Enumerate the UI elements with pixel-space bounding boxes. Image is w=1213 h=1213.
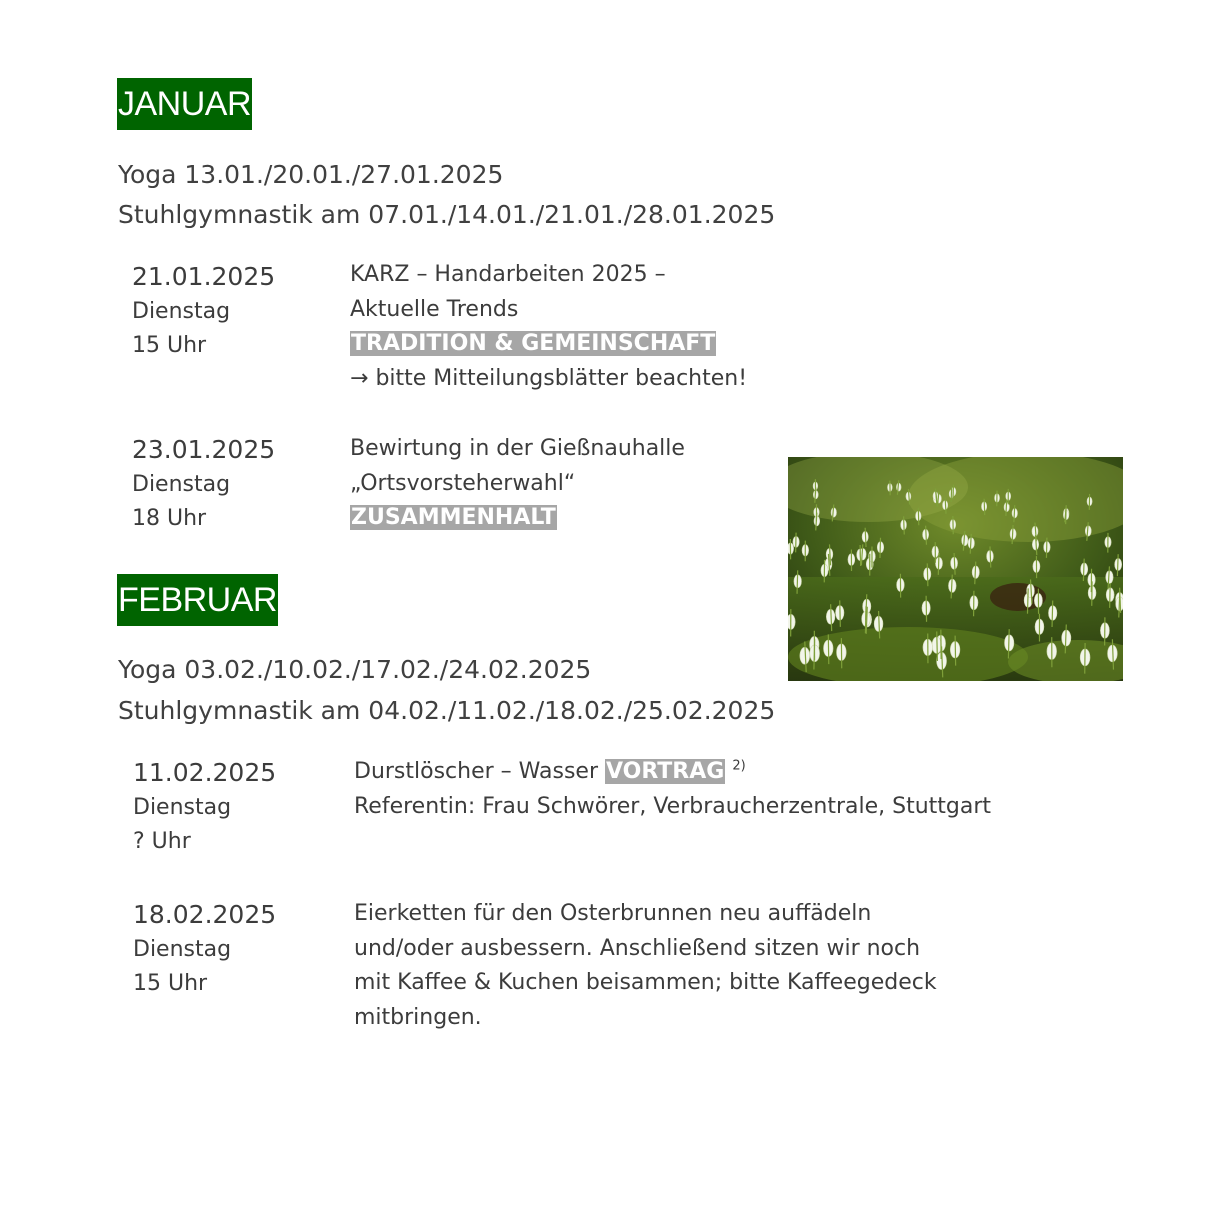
event-weekday: Dienstag [133,937,232,962]
event-time: 18 Uhr [132,506,207,531]
event-description [350,432,685,536]
event-text-line: und/oder ausbessern. Anschließend sitzen wir noch [354,935,921,961]
event-date: 21.01.2025 [132,262,276,291]
stuhlgymnastik-dates-february: Stuhlgymnastik am 04.02./11.02./18.02./25.02.2025 [118,696,776,725]
event-note: bitte Mitteilungsblätter beachten! [375,365,748,391]
event-time: 15 Uhr [132,333,207,358]
event-title-line: Bewirtung in der Gießnauhalle [350,436,685,461]
flower-stem [984,499,985,515]
flower-stem [1083,559,1084,581]
event-highlight-badge: ZUSAMMENHALT [351,505,556,530]
snowdrops-photo [788,457,1123,681]
yoga-dates-february: Yoga 03.02./10.02./17.02./24.02.2025 [118,655,592,684]
event-speaker-line: Referentin: Frau Schwörer, Verbraucherzentrale, Stuttgart [354,793,992,819]
event-title-line: KARZ – Handarbeiten 2025 – [350,262,666,287]
event-weekday: Dienstag [132,299,231,324]
snowdrops-image [788,457,1123,681]
snowdrop-flower [788,614,795,629]
flower-stem [1052,601,1053,627]
month-heading-februar: FEBRUAR [117,574,278,626]
event-date: 18.02.2025 [133,900,277,929]
event-date-block [133,897,276,1001]
event-date: 23.01.2025 [132,435,276,464]
event-highlight-badge: VORTRAG [606,759,725,784]
arrow-right-icon: → [350,365,369,391]
flower-stem [797,570,798,593]
flower-stem [990,546,991,567]
event-highlight-badge: TRADITION & GEMEINSCHAFT [351,331,716,356]
flower-stem [1006,499,1007,515]
event-time: 15 Uhr [133,971,208,996]
flower-stem [953,485,954,500]
month-heading-januar: JANUAR [117,78,252,130]
event-description [354,897,937,1035]
flower-stem [1027,588,1028,613]
flower-stem [814,639,815,669]
flower-stem [938,553,939,575]
event-subtitle-line: Aktuelle Trends [350,296,519,322]
event-description [354,755,991,824]
footnote-marker: 2) [732,758,746,774]
flower-stem [937,631,938,661]
flower-stem [904,516,905,534]
flower-stem [927,563,928,586]
event-text-line: mitbringen. [354,1004,482,1030]
event-subtitle-line: „Ortsvorsteherwahl“ [350,470,576,496]
event-date: 11.02.2025 [133,758,277,787]
event-weekday: Dienstag [133,795,232,820]
event-weekday: Dienstag [132,472,231,497]
event-description [350,258,747,396]
event-time: ? Uhr [133,829,191,854]
flower-stem [860,545,861,566]
flower-stem [880,538,881,558]
event-title-line: Durstlöscher – Wasser [354,759,598,784]
flower-stem [955,636,956,666]
flower-stem [865,606,866,633]
event-date-block [132,432,275,536]
yoga-dates-january: Yoga 13.01./20.01./27.01.2025 [118,160,504,189]
flower-stem [1117,554,1118,576]
stuhlgymnastik-dates-january: Stuhlgymnastik am 07.01./14.01./21.01./28.01.2025 [118,200,776,229]
event-text-line: mit Kaffee & Kuchen beisammen; bitte Kaffeegedeck [354,970,937,995]
event-date-block [133,755,276,859]
flower-stem [840,600,841,626]
flower-stem [1008,629,1009,658]
event-text-line: Eierketten für den Osterbrunnen neu auffädeln [354,901,872,926]
event-date-block [132,259,275,363]
flower-stem [926,526,927,545]
